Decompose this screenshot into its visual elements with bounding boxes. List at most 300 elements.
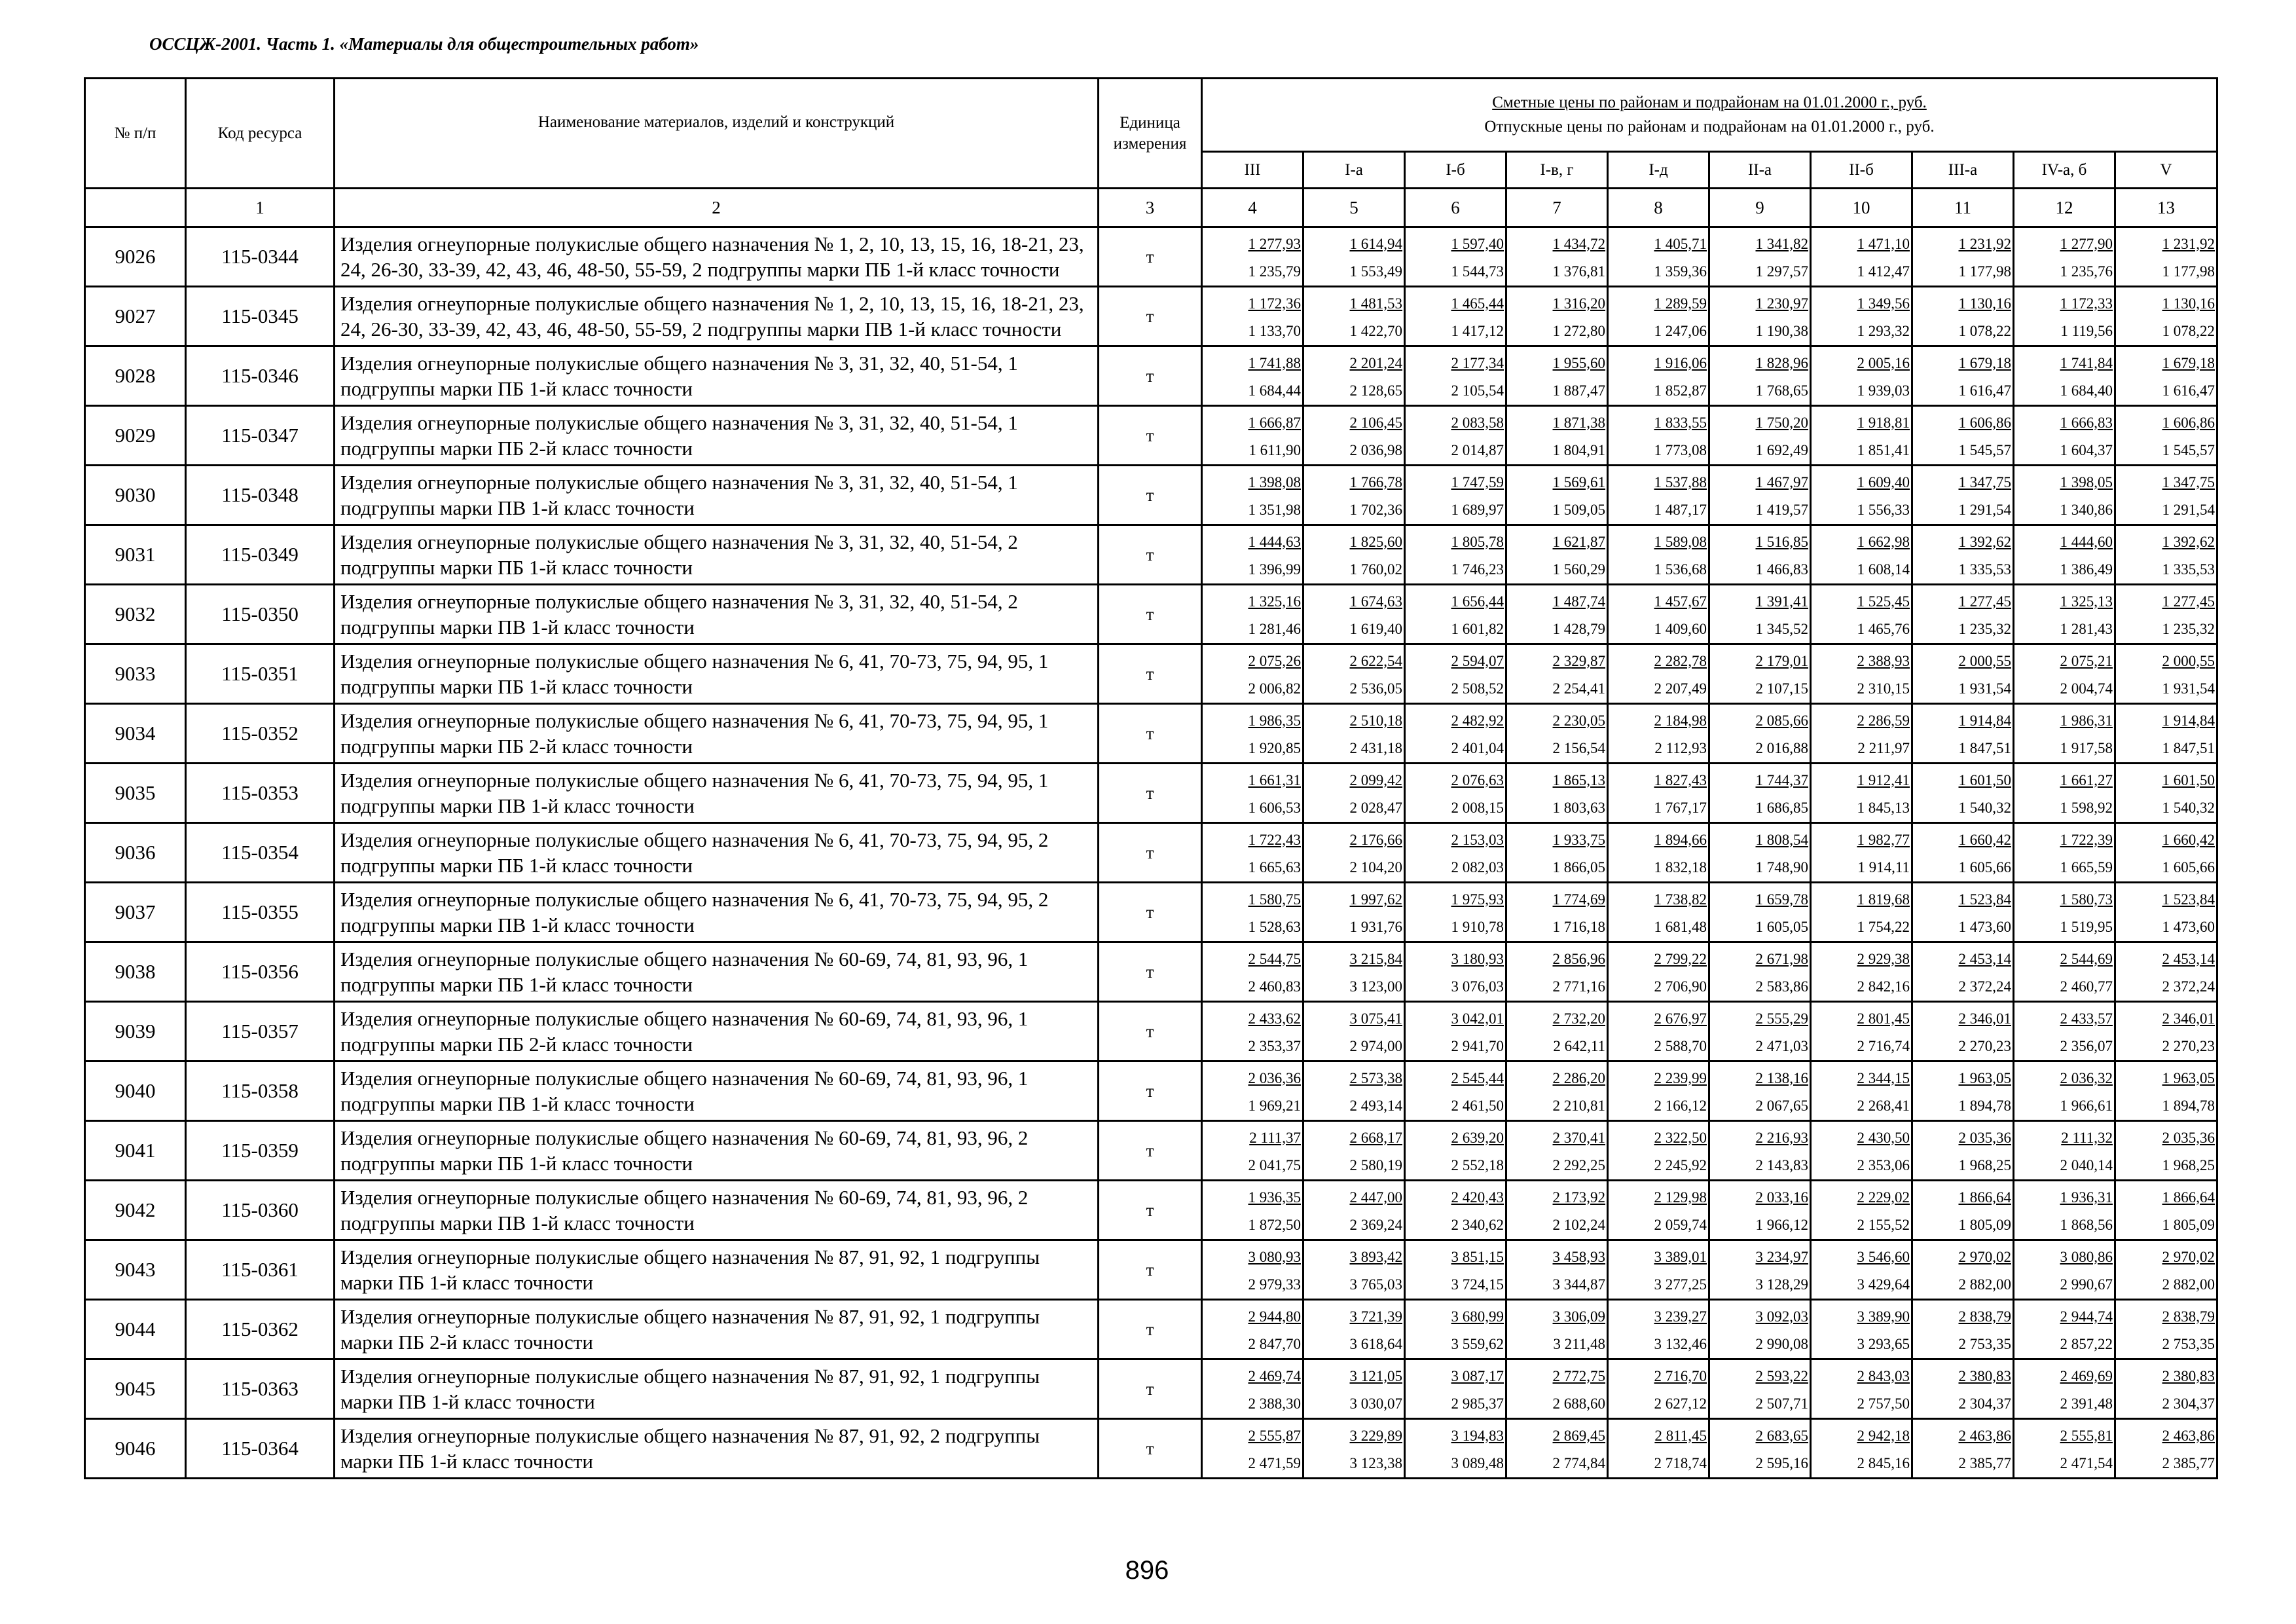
release-price: 1 417,12: [1451, 322, 1504, 339]
estimate-price: 2 469,69: [2060, 1367, 2113, 1384]
estimate-price: 3 180,93: [1451, 950, 1504, 967]
estimate-price: 2 453,14: [1958, 950, 2011, 967]
price-cell: [1506, 466, 1608, 525]
release-price: 1 681,48: [1654, 918, 1707, 935]
price-cell: [2115, 823, 2217, 883]
release-price: 1 544,73: [1451, 263, 1504, 280]
column-number: 4: [1202, 189, 1303, 227]
release-price: 3 123,00: [1349, 978, 1402, 995]
release-price: 1 291,54: [2162, 501, 2215, 518]
release-price: 2 753,35: [2162, 1335, 2215, 1352]
price-cell: [1709, 1300, 1811, 1359]
release-price: 1 351,98: [1248, 501, 1301, 518]
release-price: 2 580,19: [1349, 1156, 1402, 1173]
resource-code: 115-0360: [186, 1181, 335, 1240]
estimate-price: 1 516,85: [1755, 533, 1808, 550]
header-prices: [1202, 79, 2217, 152]
estimate-price: 2 463,86: [2162, 1427, 2215, 1444]
price-cell: [1303, 346, 1405, 406]
price-cell: [1709, 942, 1811, 1002]
estimate-price: 1 955,60: [1552, 354, 1605, 371]
row-number: 9041: [85, 1121, 186, 1181]
release-price: 1 851,41: [1857, 441, 1910, 458]
price-cell: [2115, 1419, 2217, 1479]
estimate-price: 1 674,63: [1349, 593, 1402, 610]
release-price: 1 684,44: [1248, 382, 1301, 399]
price-cell: [1202, 1359, 1303, 1419]
price-cell: [1303, 764, 1405, 823]
row-number: 9035: [85, 764, 186, 823]
resource-code: 115-0353: [186, 764, 335, 823]
price-cell: [2014, 1061, 2115, 1121]
price-cell: [1709, 406, 1811, 466]
header-prices-estimate: Сметные цены по районам и подрайонам на 01.01.2000 г., руб.: [1492, 94, 1927, 112]
release-price: 1 190,38: [1755, 322, 1808, 339]
price-cell: [1709, 1061, 1811, 1121]
release-price: 1 598,92: [2060, 799, 2113, 816]
unit: т: [1099, 1181, 1202, 1240]
price-cell: [1912, 1300, 2014, 1359]
estimate-price: 2 573,38: [1349, 1069, 1402, 1086]
estimate-price: 2 173,92: [1552, 1189, 1605, 1206]
release-price: 1 293,32: [1857, 322, 1910, 339]
price-cell: [2014, 764, 2115, 823]
release-price: 2 270,23: [2162, 1037, 2215, 1054]
release-price: 2 059,74: [1654, 1216, 1707, 1233]
estimate-price: 1 661,31: [1248, 771, 1301, 788]
estimate-price: 1 487,74: [1552, 593, 1605, 610]
price-cell: [1506, 525, 1608, 585]
price-cell: [1709, 883, 1811, 942]
unit: т: [1099, 764, 1202, 823]
price-cell: [1608, 942, 1709, 1002]
price-cell: [1811, 644, 1912, 704]
release-price: 2 461,50: [1451, 1097, 1504, 1114]
estimate-price: 2 282,78: [1654, 652, 1707, 669]
price-cell: [1608, 1002, 1709, 1061]
release-price: 2 067,65: [1755, 1097, 1808, 1114]
column-number: 3: [1099, 189, 1202, 227]
price-cell: [1912, 644, 2014, 704]
estimate-price: 1 130,16: [2162, 295, 2215, 312]
resource-code: 115-0346: [186, 346, 335, 406]
price-cell: [1608, 883, 1709, 942]
price-cell: [1303, 287, 1405, 346]
estimate-price: 3 389,90: [1857, 1308, 1910, 1325]
price-cell: [1506, 287, 1608, 346]
release-price: 1 487,17: [1654, 501, 1707, 518]
release-price: 1 606,53: [1248, 799, 1301, 816]
release-price: 2 627,12: [1654, 1395, 1707, 1412]
document-header: ОССЦЖ-2001. Часть 1. «Материалы для общестроительных работ»: [149, 34, 699, 54]
price-cell: [2014, 883, 2115, 942]
release-price: 1 605,66: [1958, 858, 2011, 876]
estimate-price: 1 347,75: [2162, 473, 2215, 490]
estimate-price: 3 121,05: [1349, 1367, 1402, 1384]
release-price: 2 688,60: [1552, 1395, 1605, 1412]
release-price: 2 716,74: [1857, 1037, 1910, 1054]
unit: т: [1099, 1240, 1202, 1300]
estimate-price: 3 680,99: [1451, 1308, 1504, 1325]
price-cell: [1811, 525, 1912, 585]
resource-code: 115-0356: [186, 942, 335, 1002]
estimate-price: 3 851,15: [1451, 1248, 1504, 1265]
release-price: 2 008,15: [1451, 799, 1504, 816]
release-price: 1 847,51: [2162, 739, 2215, 756]
row-number: 9042: [85, 1181, 186, 1240]
release-price: 1 968,25: [2162, 1156, 2215, 1173]
release-price: 1 619,40: [1349, 620, 1402, 637]
estimate-price: 2 482,92: [1451, 712, 1504, 729]
estimate-price: 1 666,83: [2060, 414, 2113, 431]
price-cell: [1506, 1240, 1608, 1300]
release-price: 2 979,33: [1248, 1276, 1301, 1293]
price-cell: [1811, 227, 1912, 287]
release-price: 1 428,79: [1552, 620, 1605, 637]
material-name: Изделия огнеупорные полукислые общего назначения № 3, 31, 32, 40, 51-54, 1 подгруппы марки ПБ 1-й класс точности: [335, 346, 1099, 406]
release-price: 1 868,56: [2060, 1216, 2113, 1233]
release-price: 3 277,25: [1654, 1276, 1707, 1293]
release-price: 1 746,23: [1451, 561, 1504, 578]
estimate-price: 1 398,05: [2060, 473, 2113, 490]
row-number: 9046: [85, 1419, 186, 1479]
estimate-price: 2 388,93: [1857, 652, 1910, 669]
release-price: 1 604,37: [2060, 441, 2113, 458]
price-cell: [1202, 346, 1303, 406]
estimate-price: 3 075,41: [1349, 1010, 1402, 1027]
material-name: Изделия огнеупорные полукислые общего назначения № 3, 31, 32, 40, 51-54, 2 подгруппы марки ПВ 1-й класс точности: [335, 585, 1099, 644]
release-price: 1 702,36: [1349, 501, 1402, 518]
row-number: 9034: [85, 704, 186, 764]
row-number: 9028: [85, 346, 186, 406]
price-cell: [1912, 823, 2014, 883]
release-price: 2 706,90: [1654, 978, 1707, 995]
release-price: 2 985,37: [1451, 1395, 1504, 1412]
release-price: 1 540,32: [2162, 799, 2215, 816]
estimate-price: 2 099,42: [1349, 771, 1402, 788]
price-cell: [1303, 585, 1405, 644]
release-price: 3 128,29: [1755, 1276, 1808, 1293]
estimate-price: 1 659,78: [1755, 891, 1808, 908]
price-cell: [1405, 585, 1506, 644]
table-row: [85, 466, 2217, 525]
estimate-price: 1 912,41: [1857, 771, 1910, 788]
price-cell: [1202, 704, 1303, 764]
release-price: 2 847,70: [1248, 1335, 1301, 1352]
estimate-price: 2 856,96: [1552, 950, 1605, 967]
resource-code: 115-0359: [186, 1121, 335, 1181]
price-cell: [1811, 704, 1912, 764]
column-number: 9: [1709, 189, 1811, 227]
price-cell: [1608, 406, 1709, 466]
release-price: 1 601,82: [1451, 620, 1504, 637]
price-cell: [1709, 644, 1811, 704]
estimate-price: 1 660,42: [1958, 831, 2011, 848]
table-row: [85, 525, 2217, 585]
price-cell: [1709, 1359, 1811, 1419]
table-row: [85, 942, 2217, 1002]
release-price: 1 608,14: [1857, 561, 1910, 578]
release-price: 1 412,47: [1857, 263, 1910, 280]
estimate-price: 3 234,97: [1755, 1248, 1808, 1265]
release-price: 3 030,07: [1349, 1395, 1402, 1412]
price-cell: [2014, 346, 2115, 406]
release-price: 1 852,87: [1654, 382, 1707, 399]
estimate-price: 3 893,42: [1349, 1248, 1402, 1265]
release-price: 1 335,53: [1958, 561, 2011, 578]
price-cell: [1405, 1359, 1506, 1419]
estimate-price: 1 289,59: [1654, 295, 1707, 312]
release-price: 3 076,03: [1451, 978, 1504, 995]
estimate-price: 1 609,40: [1857, 473, 1910, 490]
price-cell: [1303, 1359, 1405, 1419]
estimate-price: 1 894,66: [1654, 831, 1707, 848]
price-cell: [2115, 644, 2217, 704]
estimate-price: 2 668,17: [1349, 1129, 1402, 1146]
release-price: 3 293,65: [1857, 1335, 1910, 1352]
price-cell: [2014, 644, 2115, 704]
estimate-price: 1 866,64: [2162, 1189, 2215, 1206]
price-cell: [1506, 644, 1608, 704]
estimate-price: 2 929,38: [1857, 950, 1910, 967]
column-number: 6: [1405, 189, 1506, 227]
material-name: Изделия огнеупорные полукислые общего назначения № 60-69, 74, 81, 93, 96, 1 подгруппы марки ПБ 1-й класс точности: [335, 942, 1099, 1002]
unit: т: [1099, 227, 1202, 287]
header-region: II-а: [1709, 152, 1811, 189]
table-row: [85, 227, 2217, 287]
release-price: 2 369,24: [1349, 1216, 1402, 1233]
row-number: 9037: [85, 883, 186, 942]
price-cell: [2115, 1002, 2217, 1061]
column-number-row: [85, 189, 2217, 227]
release-price: 2 431,18: [1349, 739, 1402, 756]
estimate-price: 1 172,36: [1248, 295, 1301, 312]
estimate-price: 1 914,84: [1958, 712, 2011, 729]
price-cell: [1811, 1359, 1912, 1419]
estimate-price: 1 666,87: [1248, 414, 1301, 431]
release-price: 1 914,11: [1857, 858, 1910, 876]
price-cell: [1405, 1181, 1506, 1240]
release-price: 1 235,32: [1958, 620, 2011, 637]
release-price: 3 132,46: [1654, 1335, 1707, 1352]
resource-code: 115-0352: [186, 704, 335, 764]
price-cell: [1608, 1359, 1709, 1419]
price-cell: [2014, 525, 2115, 585]
release-price: 2 292,25: [1552, 1156, 1605, 1173]
estimate-price: 2 085,66: [1755, 712, 1808, 729]
release-price: 1 894,78: [1958, 1097, 2011, 1114]
estimate-price: 2 555,81: [2060, 1427, 2113, 1444]
price-cell: [2014, 585, 2115, 644]
price-cell: [1709, 1121, 1811, 1181]
price-cell: [1303, 1181, 1405, 1240]
release-price: 2 353,37: [1248, 1037, 1301, 1054]
unit: т: [1099, 585, 1202, 644]
release-price: 1 422,70: [1349, 322, 1402, 339]
price-cell: [2014, 1240, 2115, 1300]
estimate-price: 1 457,67: [1654, 593, 1707, 610]
price-cell: [1709, 823, 1811, 883]
release-price: 1 340,86: [2060, 501, 2113, 518]
price-cell: [2115, 1240, 2217, 1300]
resource-code: 115-0351: [186, 644, 335, 704]
release-price: 1 966,12: [1755, 1216, 1808, 1233]
release-price: 2 460,77: [2060, 978, 2113, 995]
estimate-price: 1 866,64: [1958, 1189, 2011, 1206]
estimate-price: 2 075,21: [2060, 652, 2113, 669]
estimate-price: 2 683,65: [1755, 1427, 1808, 1444]
price-cell: [2014, 704, 2115, 764]
estimate-price: 2 811,45: [1654, 1427, 1707, 1444]
price-cell: [1811, 1240, 1912, 1300]
material-name: Изделия огнеупорные полукислые общего назначения № 3, 31, 32, 40, 51-54, 1 подгруппы марки ПБ 2-й класс точности: [335, 406, 1099, 466]
estimate-price: 2 838,79: [2162, 1308, 2215, 1325]
estimate-price: 1 444,63: [1248, 533, 1301, 550]
header-unit: Единица измерения: [1099, 79, 1202, 189]
price-cell: [1811, 764, 1912, 823]
page-number: 896: [1125, 1556, 1169, 1585]
release-price: 2 471,03: [1755, 1037, 1808, 1054]
column-number: 2: [335, 189, 1099, 227]
price-cell: [1202, 466, 1303, 525]
price-cell: [1506, 1419, 1608, 1479]
price-cell: [2014, 1419, 2115, 1479]
release-price: 2 974,00: [1349, 1037, 1402, 1054]
price-cell: [1506, 1002, 1608, 1061]
estimate-price: 1 986,31: [2060, 712, 2113, 729]
estimate-price: 2 229,02: [1857, 1189, 1910, 1206]
estimate-price: 3 092,03: [1755, 1308, 1808, 1325]
unit: т: [1099, 1300, 1202, 1359]
resource-code: 115-0354: [186, 823, 335, 883]
release-price: 1 866,05: [1552, 858, 1605, 876]
price-cell: [2014, 823, 2115, 883]
price-cell: [1303, 823, 1405, 883]
release-price: 1 419,57: [1755, 501, 1808, 518]
resource-code: 115-0347: [186, 406, 335, 466]
estimate-price: 2 138,16: [1755, 1069, 1808, 1086]
release-price: 2 268,41: [1857, 1097, 1910, 1114]
estimate-price: 2 510,18: [1349, 712, 1402, 729]
header-num: № п/п: [85, 79, 186, 189]
estimate-price: 1 523,84: [1958, 891, 2011, 908]
price-cell: [2014, 466, 2115, 525]
material-name: Изделия огнеупорные полукислые общего назначения № 87, 91, 92, 1 подгруппы марки ПБ 2-й класс точности: [335, 1300, 1099, 1359]
release-price: 2 857,22: [2060, 1335, 2113, 1352]
price-cell: [1303, 406, 1405, 466]
estimate-price: 2 129,98: [1654, 1189, 1707, 1206]
price-cell: [2014, 1002, 2115, 1061]
price-cell: [1811, 1002, 1912, 1061]
release-price: 1 616,47: [2162, 382, 2215, 399]
price-cell: [1912, 227, 2014, 287]
release-price: 1 969,21: [1248, 1097, 1301, 1114]
release-price: 2 040,14: [2060, 1156, 2113, 1173]
price-cell: [2115, 1121, 2217, 1181]
release-price: 1 235,79: [1248, 263, 1301, 280]
estimate-price: 2 463,86: [1958, 1427, 2011, 1444]
release-price: 1 887,47: [1552, 382, 1605, 399]
resource-code: 115-0364: [186, 1419, 335, 1479]
header-region: II-б: [1811, 152, 1912, 189]
price-cell: [1405, 883, 1506, 942]
column-number: 13: [2115, 189, 2217, 227]
estimate-price: 1 434,72: [1552, 235, 1605, 252]
material-name: Изделия огнеупорные полукислые общего назначения № 60-69, 74, 81, 93, 96, 2 подгруппы марки ПБ 1-й класс точности: [335, 1121, 1099, 1181]
estimate-price: 2 772,75: [1552, 1367, 1605, 1384]
price-cell: [1912, 1419, 2014, 1479]
release-price: 3 211,48: [1553, 1335, 1605, 1352]
price-cell: [1912, 346, 2014, 406]
estimate-price: 2 544,69: [2060, 950, 2113, 967]
estimate-price: 1 398,08: [1248, 473, 1301, 490]
estimate-price: 1 621,87: [1552, 533, 1605, 550]
price-cell: [1303, 1121, 1405, 1181]
price-cell: [2115, 704, 2217, 764]
price-cell: [1506, 1359, 1608, 1419]
estimate-price: 2 033,16: [1755, 1189, 1808, 1206]
estimate-price: 1 231,92: [1958, 235, 2011, 252]
estimate-price: 2 544,75: [1248, 950, 1301, 967]
unit: т: [1099, 1061, 1202, 1121]
estimate-price: 1 316,20: [1552, 295, 1605, 312]
table-row: [85, 1061, 2217, 1121]
table-row: [85, 1240, 2217, 1300]
header-region: V: [2115, 152, 2217, 189]
estimate-price: 2 716,70: [1654, 1367, 1707, 1384]
estimate-price: 1 828,96: [1755, 354, 1808, 371]
price-cell: [2115, 1181, 2217, 1240]
price-cell: [2014, 942, 2115, 1002]
header-name: Наименование материалов, изделий и конструкций: [335, 79, 1099, 189]
estimate-price: 1 766,78: [1349, 473, 1402, 490]
estimate-price: 2 380,83: [1958, 1367, 2011, 1384]
estimate-price: 2 944,74: [2060, 1308, 2113, 1325]
release-price: 1 545,57: [1958, 441, 2011, 458]
price-cell: [2014, 227, 2115, 287]
release-price: 2 990,08: [1755, 1335, 1808, 1352]
estimate-price: 3 080,93: [1248, 1248, 1301, 1265]
release-price: 2 155,52: [1857, 1216, 1910, 1233]
release-price: 2 753,35: [1958, 1335, 2011, 1352]
release-price: 1 966,61: [2060, 1097, 2113, 1114]
material-name: Изделия огнеупорные полукислые общего назначения № 87, 91, 92, 1 подгруппы марки ПВ 1-й класс точности: [335, 1359, 1099, 1419]
estimate-price: 1 982,77: [1857, 831, 1910, 848]
header-prices-release: Отпускные цены по районам и подрайонам на 01.01.2000 г., руб.: [1484, 117, 1935, 136]
material-name: Изделия огнеупорные полукислые общего назначения № 60-69, 74, 81, 93, 96, 1 подгруппы марки ПБ 2-й класс точности: [335, 1002, 1099, 1061]
release-price: 1 335,53: [2162, 561, 2215, 578]
price-cell: [1303, 1300, 1405, 1359]
estimate-price: 2 346,01: [2162, 1010, 2215, 1027]
row-number: 9044: [85, 1300, 186, 1359]
estimate-price: 1 481,53: [1349, 295, 1402, 312]
price-cell: [2115, 406, 2217, 466]
resource-code: 115-0349: [186, 525, 335, 585]
table-row: [85, 1181, 2217, 1240]
estimate-price: 1 722,43: [1248, 831, 1301, 848]
release-price: 1 291,54: [1958, 501, 2011, 518]
release-price: 1 917,58: [2060, 739, 2113, 756]
row-number: 9038: [85, 942, 186, 1002]
estimate-price: 2 970,02: [1958, 1248, 2011, 1265]
release-price: 1 473,60: [2162, 918, 2215, 935]
release-price: 1 536,68: [1654, 561, 1707, 578]
price-cell: [1912, 704, 2014, 764]
price-cell: [1506, 406, 1608, 466]
release-price: 2 112,93: [1654, 739, 1707, 756]
price-cell: [1202, 1300, 1303, 1359]
material-name: Изделия огнеупорные полукислые общего назначения № 3, 31, 32, 40, 51-54, 2 подгруппы марки ПБ 1-й класс точности: [335, 525, 1099, 585]
